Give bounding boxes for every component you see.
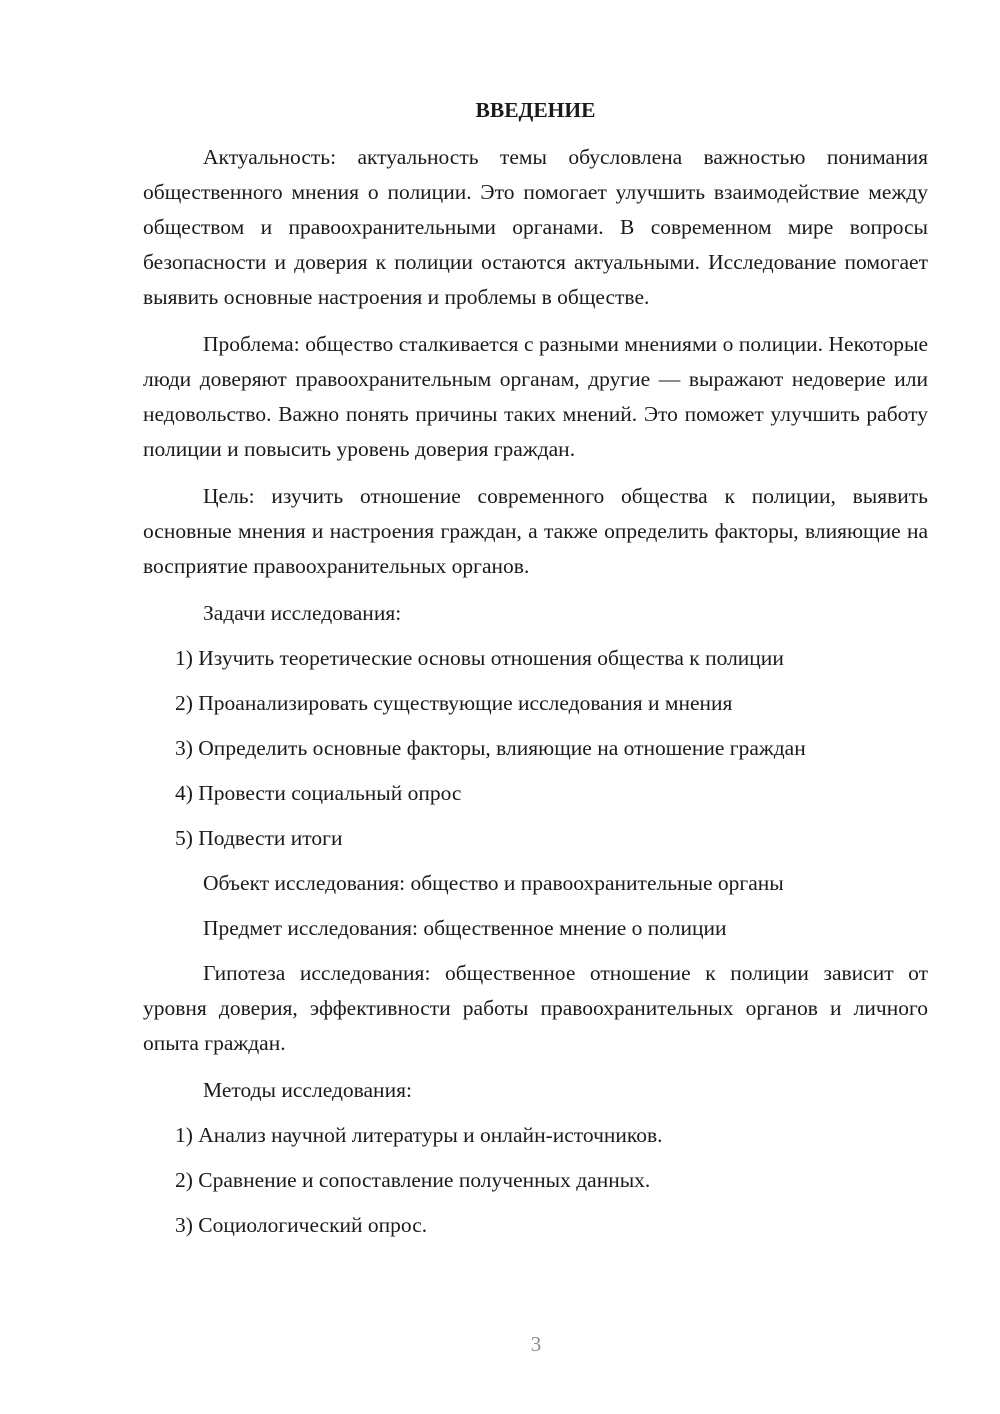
list-item: 3) Определить основные факторы, влияющие на отношение граждан bbox=[175, 736, 806, 760]
list-item: 2) Сравнение и сопоставление полученных данных. bbox=[175, 1168, 651, 1192]
list-item: 1) Изучить теоретические основы отношения общества к полиции bbox=[175, 646, 784, 670]
list-item: 3) Социологический опрос. bbox=[175, 1213, 428, 1237]
tasks-heading: Задачи исследования: bbox=[203, 601, 402, 625]
page-number: 3 bbox=[530, 1332, 542, 1356]
methods-list bbox=[143, 1118, 928, 1253]
object-line: Объект исследования: общество и правоохранительные органы bbox=[203, 871, 784, 895]
hypothesis-paragraph: Гипотеза исследования: общественное отношение к полиции зависит от уровня доверия, эффективности работы правоохранительных органов и личного опыта граждан. bbox=[143, 961, 928, 1055]
methods-heading: Методы исследования: bbox=[203, 1078, 412, 1102]
relevance-paragraph: Актуальность: актуальность темы обусловлена важностью понимания общественного мнения о полиции. Это помогает улучшить взаимодействие между обществом и правоохранительными органами. В современном мире вопросы безопасности и доверия к полиции остаются актуальными. Исследование помогает выявить основные настроения и проблемы в обществе. bbox=[143, 145, 928, 309]
list-item: 5) Подвести итоги bbox=[175, 826, 343, 850]
subject-line: Предмет исследования: общественное мнение о полиции bbox=[203, 916, 727, 940]
list-item: 1) Анализ научной литературы и онлайн-источников. bbox=[175, 1123, 663, 1147]
list-item: 4) Провести социальный опрос bbox=[175, 781, 462, 805]
list-item: 2) Проанализировать существующие исследования и мнения bbox=[175, 691, 733, 715]
problem-paragraph: Проблема: общество сталкивается с разными мнениями о полиции. Некоторые люди доверяют правоохранительным органам, другие — выражают недоверие или недовольство. Важно понять причины таких мнений. Это поможет улучшить работу полиции и повысить уровень доверия граждан. bbox=[143, 332, 928, 461]
page-content bbox=[143, 96, 928, 1253]
section-title: ВВЕДЕНИЕ bbox=[475, 98, 596, 122]
tasks-list bbox=[143, 641, 928, 866]
goal-paragraph: Цель: изучить отношение современного общества к полиции, выявить основные мнения и настроения граждан, а также определить факторы, влияющие на восприятие правоохранительных органов. bbox=[143, 484, 928, 578]
